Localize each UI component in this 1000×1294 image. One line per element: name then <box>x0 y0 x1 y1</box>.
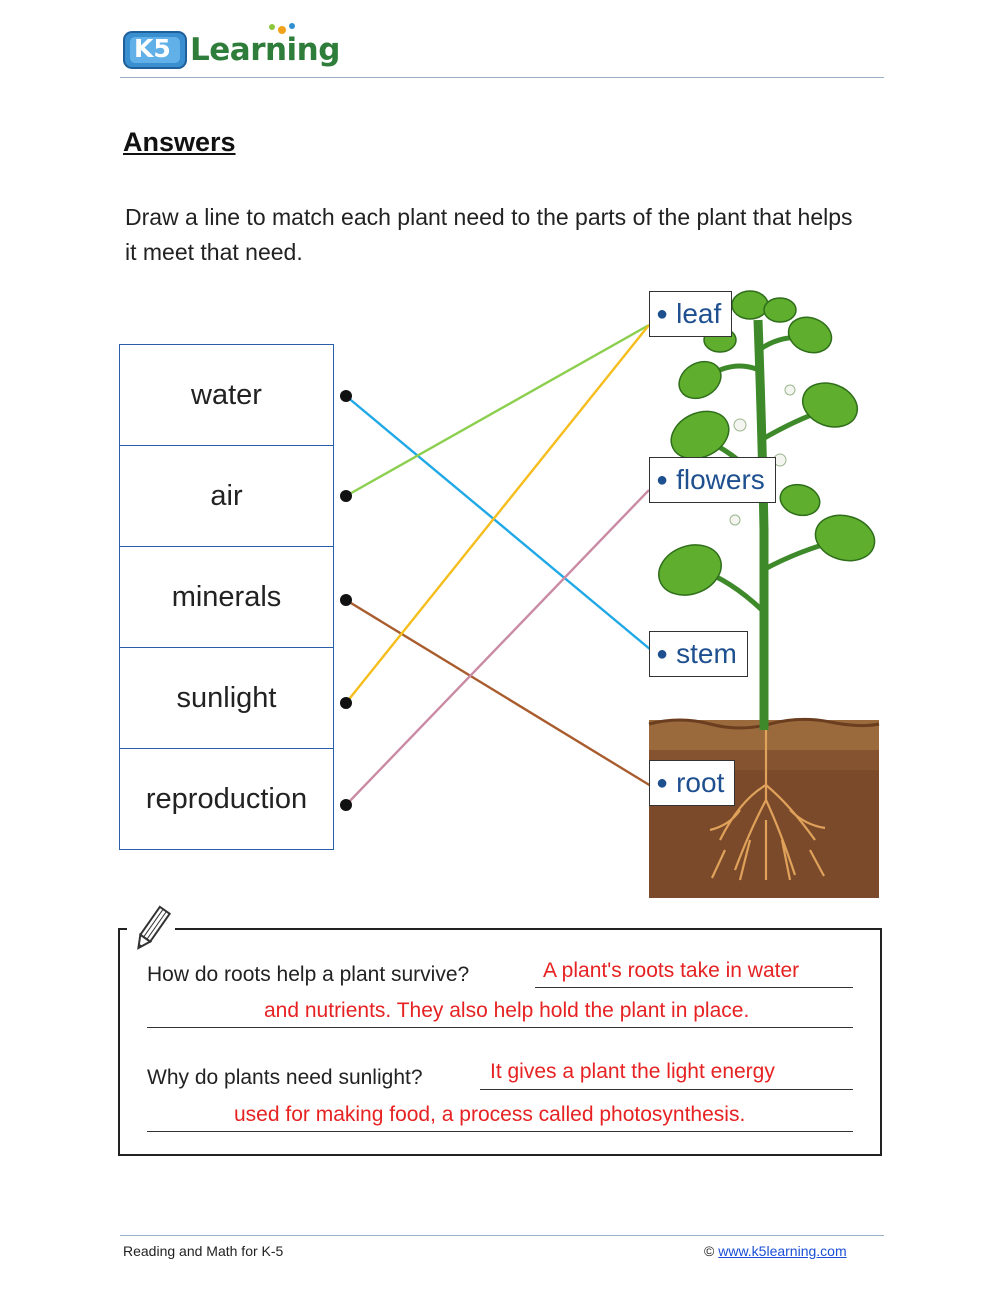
footer-link[interactable]: www.k5learning.com <box>718 1243 847 1259</box>
part-label-leaf <box>649 291 732 337</box>
part-label-root <box>649 760 735 806</box>
answer-2-line1: It gives a plant the light energy <box>490 1060 775 1083</box>
logo-word-text: Learning <box>190 32 340 68</box>
question-2-text: Why do plants need sunlight? <box>147 1066 423 1089</box>
answer-1-line2: and nutrients. They also help hold the plant in place. <box>264 999 750 1022</box>
match-dot-air <box>340 490 352 502</box>
answer-1-underline-2 <box>147 1027 853 1028</box>
pencil-icon <box>127 904 175 956</box>
answer-1-line1: A plant's roots take in water <box>543 959 800 982</box>
match-dot-reproduction <box>340 799 352 811</box>
copyright-symbol: © <box>704 1243 715 1259</box>
need-cell-water: water <box>120 345 333 446</box>
match-dot-sunlight <box>340 697 352 709</box>
page-title: Answers <box>123 127 236 157</box>
bullet-icon: ● <box>656 771 669 794</box>
answer-2-underline-2 <box>147 1131 853 1132</box>
match-dot-water <box>340 390 352 402</box>
need-cell-sunlight: sunlight <box>120 648 333 749</box>
answer-1-underline-1 <box>535 987 853 988</box>
part-label-flowers <box>649 457 776 503</box>
question-1-text: How do roots help a plant survive? <box>147 963 470 986</box>
bullet-icon: ● <box>656 468 669 491</box>
answer-2-line2: used for making food, a process called photosynthesis. <box>234 1103 746 1126</box>
need-cell-air: air <box>120 446 333 547</box>
answer-2-underline-1 <box>480 1089 853 1090</box>
footer-tagline: Reading and Math for K-5 <box>123 1243 284 1259</box>
part-label-stem <box>649 631 748 677</box>
need-cell-reproduction: reproduction <box>145 782 308 815</box>
footer-divider <box>120 1235 884 1236</box>
footer-copyright <box>704 1243 847 1259</box>
bullet-icon: ● <box>656 642 669 665</box>
part-label-text: root <box>676 767 725 798</box>
instructions-text: Draw a line to match each plant need to the parts of the plant that helps it meet that need. <box>125 204 853 265</box>
match-dot-minerals <box>340 594 352 606</box>
plant-needs-table <box>119 344 334 850</box>
bullet-icon: ● <box>656 302 669 325</box>
logo-k5-text: K5 <box>134 34 171 63</box>
part-label-text: flowers <box>676 464 765 495</box>
need-cell-minerals: minerals <box>120 547 333 648</box>
match-line-water-stem <box>346 396 651 650</box>
part-label-text: leaf <box>676 298 722 329</box>
match-line-air-leaf <box>346 325 649 496</box>
part-label-text: stem <box>676 638 737 669</box>
